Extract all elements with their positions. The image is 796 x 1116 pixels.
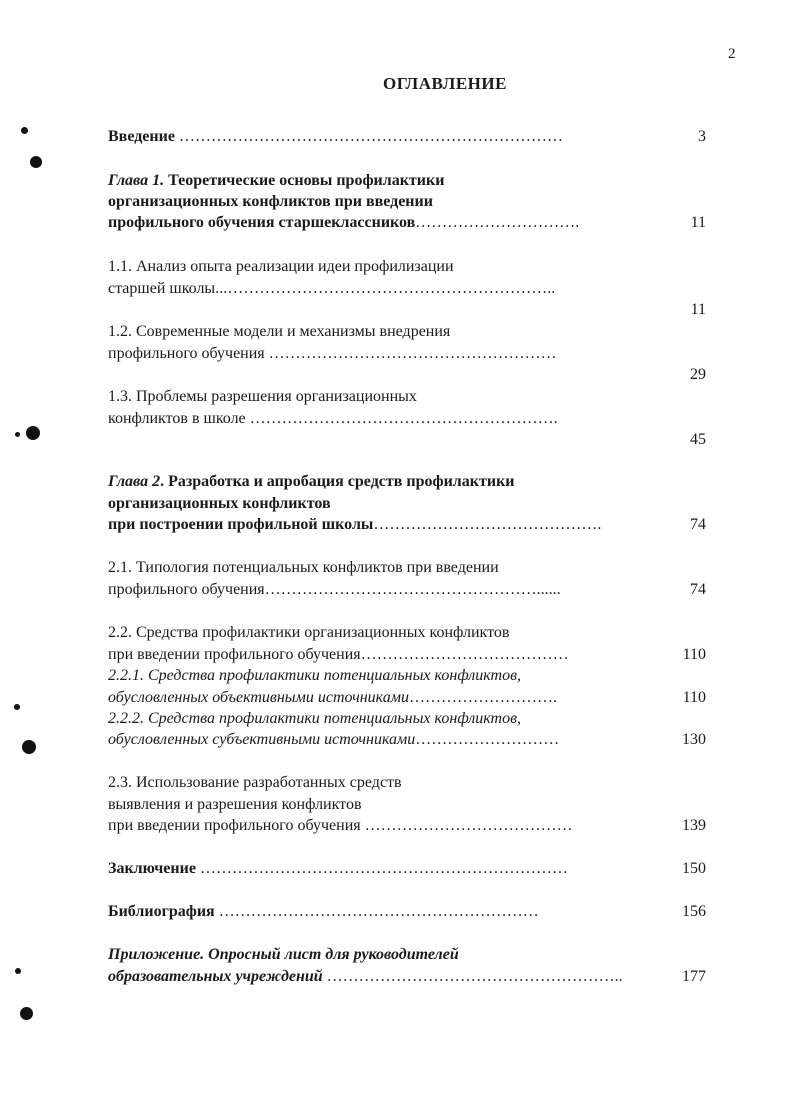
toc-s12-line2: [108, 344, 557, 364]
toc-s23-line1: 2.3. Использование разработанных средств: [108, 774, 402, 791]
toc-leader-dots: …………………………………: [360, 817, 573, 834]
toc-s11-line2: [108, 279, 555, 299]
toc-s21-page: 74: [690, 581, 706, 598]
toc-s13-text: конфликтов в школе: [108, 410, 246, 427]
toc-appendix-line1: Приложение. Опросный лист для руководителей: [108, 946, 459, 963]
binder-hole: [22, 740, 36, 754]
toc-chapter1-page: 11: [690, 214, 706, 231]
toc-leader-dots: ……………………………………………......: [264, 581, 561, 598]
toc-leader-dots: ……………………………………………………………: [195, 860, 568, 877]
toc-s11-page: 11: [690, 301, 706, 318]
toc-s221-text: обусловленных объективными источниками: [108, 689, 409, 706]
toc-s13-line2: [108, 409, 558, 429]
toc-s21-line1: 2.1. Типология потенциальных конфликтов при введении: [108, 559, 499, 576]
toc-s23-text: при введении профильного обучения: [108, 817, 361, 834]
toc-chapter1-line1: [108, 171, 444, 191]
toc-bibliography-label: Библиография: [108, 903, 215, 920]
toc-leader-dots: ………………………………………………….: [245, 410, 558, 427]
toc-bibliography-page: 156: [682, 903, 706, 920]
binder-hole: [15, 432, 20, 437]
toc-conclusion-page: 150: [682, 860, 706, 877]
toc-chapter1-title-3: профильного обучения старшеклассников: [108, 214, 416, 231]
toc-s21-text: профильного обучения: [108, 581, 265, 598]
toc-leader-dots: …………………………………….: [373, 516, 602, 533]
toc-chapter1-title-2: организационных конфликтов при введении: [108, 193, 433, 210]
binder-hole: [14, 704, 20, 710]
toc-appendix-line2: [108, 967, 623, 987]
toc-s22-text: при введении профильного обучения: [108, 646, 361, 663]
toc-s22-line2: [108, 645, 569, 665]
page-title: ОГЛАВЛЕНИЕ: [383, 74, 507, 93]
toc-s222-page: 130: [682, 731, 706, 748]
binder-hole: [26, 426, 40, 440]
toc-s11-line1: 1.1. Анализ опыта реализации идеи профилизации: [108, 258, 454, 275]
toc-leader-dots: …………………………………: [360, 646, 569, 663]
toc-s222-line1: 2.2.2. Средства профилактики потенциальных конфликтов,: [108, 710, 522, 727]
toc-s221-line1: 2.2.1. Средства профилактики потенциальных конфликтов,: [108, 667, 522, 684]
toc-s21-line2: [108, 580, 561, 600]
toc-s13-line1: 1.3. Проблемы разрешения организационных: [108, 388, 417, 405]
toc-leader-dots: ………………………….: [415, 214, 580, 231]
toc-leader-dots: ……………………….: [408, 689, 557, 706]
toc-leader-dots: ………………………………………………..: [322, 968, 623, 985]
toc-s222-line2: [108, 730, 559, 750]
toc-chapter2-title-2: организационных конфликтов: [108, 495, 331, 512]
toc-chapter1-line3: [108, 213, 579, 233]
toc-leader-dots: ………………………: [415, 731, 560, 748]
toc-intro-label: Введение: [108, 128, 175, 145]
toc-leader-dots: ...……………………………………………………..: [215, 280, 556, 297]
toc-s12-page: 29: [690, 366, 706, 383]
toc-s23-line2: выявления и разрешения конфликтов: [108, 796, 362, 813]
toc-s12-text: профильного обучения: [108, 345, 265, 362]
binder-hole: [30, 156, 42, 168]
toc-chapter2-title-3: при построении профильной школы: [108, 516, 374, 533]
toc-intro-page: 3: [698, 128, 706, 145]
toc-appendix-text: образовательных учреждений: [108, 968, 323, 985]
toc-leader-dots: ………………………………………………: [264, 345, 557, 362]
toc-s22-line1: 2.2. Средства профилактики организационных конфликтов: [108, 624, 510, 641]
toc-s12-line1: 1.2. Современные модели и механизмы внедрения: [108, 323, 451, 340]
binder-hole: [21, 127, 28, 134]
toc-chapter2-line3: [108, 515, 601, 535]
page-number: 2: [728, 46, 736, 62]
toc-s221-line2: [108, 688, 557, 708]
toc-s23-page: 139: [682, 817, 706, 834]
toc-entry-bibliography: [108, 902, 539, 922]
binder-hole: [15, 968, 21, 974]
toc-leader-dots: ……………………………………………………: [214, 903, 539, 920]
toc-chapter2-prefix: Глава 2: [108, 473, 161, 490]
toc-chapter2-page: 74: [690, 516, 706, 533]
toc-chapter2-title-1: . Разработка и апробация средств профилактики: [160, 473, 515, 490]
toc-conclusion-label: Заключение: [108, 860, 196, 877]
toc-s221-page: 110: [682, 689, 706, 706]
toc-s222-text: обусловленных субъективными источниками: [108, 731, 416, 748]
toc-s13-page: 45: [690, 431, 706, 448]
toc-s11-text: старшей школы: [108, 280, 216, 297]
toc-entry-conclusion: [108, 859, 568, 879]
binder-hole: [20, 1007, 33, 1020]
toc-appendix-page: 177: [682, 968, 706, 985]
toc-chapter1-title-1: Теоретические основы профилактики: [164, 172, 445, 189]
toc-leader-dots: ………………………………………………………………: [174, 128, 563, 145]
toc-s22-page: 110: [682, 646, 706, 663]
toc-chapter2-line1: [108, 472, 515, 492]
toc-s23-line3: [108, 816, 573, 836]
toc-entry-intro: [108, 127, 563, 147]
toc-chapter1-prefix: Глава 1.: [108, 172, 165, 189]
